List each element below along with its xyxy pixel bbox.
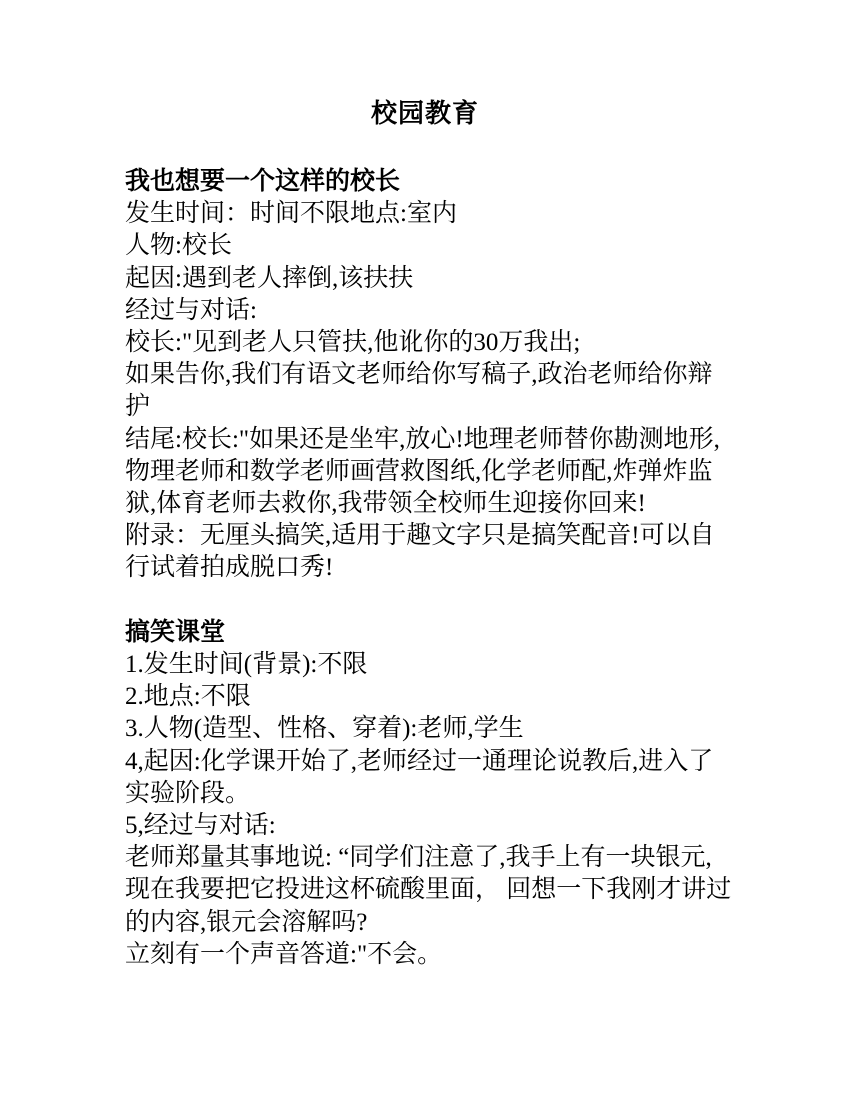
text-line: 护 xyxy=(125,393,151,421)
text-line: 5,经过与对话: xyxy=(125,812,276,840)
text-line: 的内容,银元会溶解吗? xyxy=(125,908,368,936)
document-body xyxy=(125,166,750,971)
text-line: 狱,体育老师去救你,我带领全校师生迎接你回来! xyxy=(125,490,646,518)
blank-line xyxy=(125,585,750,617)
text-line: 人物:校长 xyxy=(125,232,232,260)
text-line: 立刻有一个声音答道:"不会。 xyxy=(125,940,443,968)
text-line: 1.发生时间(背景):不限 xyxy=(125,651,368,679)
text-line: 行试着拍成脱口秀! xyxy=(125,554,334,582)
text-line: 附录：无厘头搞笑,适用于趣文字只是搞笑配音!可以自 xyxy=(125,522,715,550)
section-heading: 搞笑课堂 xyxy=(125,618,226,646)
text-line: 3.人物(造型、性格、穿着):老师,学生 xyxy=(125,715,524,743)
text-line: 起因:遇到老人摔倒,该扶扶 xyxy=(125,264,414,292)
text-line: 4,起因:化学课开始了,老师经过一通理论说教后,进入了 xyxy=(125,747,714,775)
text-line: 经过与对话: xyxy=(125,296,257,324)
text-line: 现在我要把它投进这杯硫酸里面， 回想一下我刚才讲过 xyxy=(125,876,732,904)
text-line: 结尾:校长:"如果还是坐牢,放心!地理老师替你勘测地形, xyxy=(125,425,720,453)
text-line: 发生时间：时间不限地点:室内 xyxy=(125,200,457,228)
text-line: 2.地点:不限 xyxy=(125,683,251,711)
text-line: 老师郑量其事地说: “同学们注意了,我手上有一块银元, xyxy=(125,844,712,872)
section-heading: 我也想要一个这样的校长 xyxy=(125,168,401,195)
text-line: 如果告你,我们有语文老师给你写稿子,政治老师给你辩 xyxy=(125,361,713,389)
text-line: 实验阶段。 xyxy=(125,779,251,807)
text-line: 物理老师和数学老师画营救图纸,化学老师配,炸弹炸监 xyxy=(125,457,713,485)
document-title: 校园教育 xyxy=(370,99,479,128)
text-line: 校长:"见到老人只管扶,他讹你的30万我出; xyxy=(125,329,581,357)
